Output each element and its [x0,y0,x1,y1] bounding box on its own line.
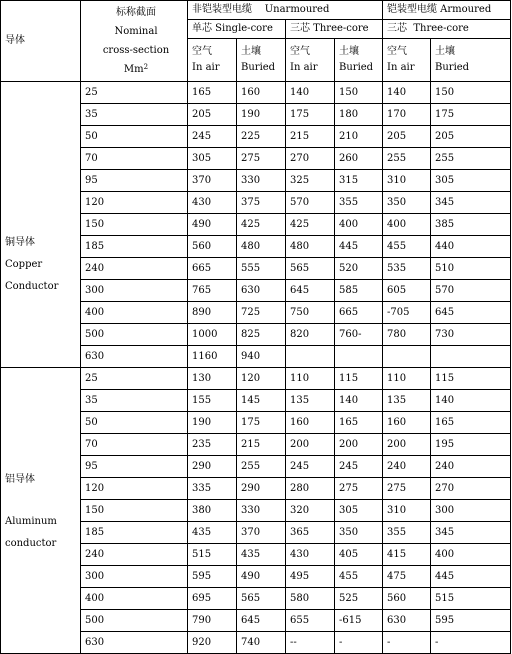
table-cell: 455 [383,236,431,258]
air-en: In air [387,62,415,73]
table-cell: 115 [335,368,383,390]
table-cell: 240 [383,456,431,478]
table-cell: 175 [286,104,335,126]
table-cell: 255 [237,456,286,478]
table-cell: 185 [81,522,188,544]
header-three-core-label: 三芯 Three-core [290,23,369,34]
table-cell: 160 [286,412,335,434]
table-cell: 150 [335,82,383,104]
table-cell: 665 [188,258,237,280]
table-cell: 150 [81,500,188,522]
table-cell: 25 [81,368,188,390]
header-unarmoured-label: 非铠装型电缆 Unarmoured [192,4,330,15]
table-cell: 430 [286,544,335,566]
table-cell: 95 [81,456,188,478]
table-cell: 435 [188,522,237,544]
header-armoured-label: 铠装型电缆 Armoured [387,4,492,15]
table-cell: 245 [335,456,383,478]
table-cell: 190 [188,412,237,434]
nominal-unit-text: Mm [123,64,144,75]
table-cell: 400 [383,214,431,236]
table-cell [431,346,511,368]
table-cell: - [431,632,511,654]
table-cell: 580 [286,588,335,610]
table-cell: 500 [81,610,188,632]
table-cell: 300 [81,566,188,588]
table-cell: 115 [431,368,511,390]
table-cell: 345 [431,192,511,214]
table-cell [335,346,383,368]
table-cell: 555 [237,258,286,280]
buried-en: Buried [241,62,276,73]
header-unarmoured [188,1,383,20]
header-nominal [81,1,188,82]
table-cell: 355 [335,192,383,214]
table-cell: 400 [431,544,511,566]
table-cell: 330 [237,500,286,522]
table-cell: 430 [188,192,237,214]
nominal-unit-sup: 2 [143,63,149,71]
table-cell: 890 [188,302,237,324]
table-cell: 605 [383,280,431,302]
table-cell: 630 [81,346,188,368]
table-cell: 160 [383,412,431,434]
copper-label-line: Copper [5,258,43,270]
table-cell: 305 [188,148,237,170]
table-cell: 780 [383,324,431,346]
table-cell: 205 [188,104,237,126]
table-cell: 165 [188,82,237,104]
table-cell: 375 [237,192,286,214]
table-cell: 145 [237,390,286,412]
copper-group-label [1,82,81,368]
table-cell: 415 [383,544,431,566]
table-cell: 215 [286,126,335,148]
table-cell: 495 [286,566,335,588]
table-cell: 480 [237,236,286,258]
table-cell: 820 [286,324,335,346]
table-cell: 940 [237,346,286,368]
table-cell: 195 [431,434,511,456]
table-cell: 725 [237,302,286,324]
copper-label-line: 铜导体 [5,236,35,248]
header-single-core-label: 单芯 Single-core [192,23,273,34]
table-cell: 140 [431,390,511,412]
air-cn: 空气 [290,46,310,57]
table-cell: 50 [81,412,188,434]
buried-en: Buried [339,62,374,73]
table-cell: 330 [237,170,286,192]
table-cell: -- [286,632,335,654]
table-cell: 370 [188,170,237,192]
table-cell: 25 [81,82,188,104]
buried-cn: 土壤 [435,46,455,57]
table-cell: 730 [431,324,511,346]
table-cell: 120 [81,192,188,214]
table-cell: 560 [383,588,431,610]
table-cell: 165 [431,412,511,434]
table-cell: 120 [81,478,188,500]
table-cell [286,346,335,368]
table-cell: 455 [335,566,383,588]
table-cell: 425 [286,214,335,236]
table-cell: 180 [335,104,383,126]
header-buried-2 [335,39,383,82]
header-conductor [1,1,81,82]
table-cell: 570 [431,280,511,302]
table-cell: 345 [431,522,511,544]
table-cell: 630 [237,280,286,302]
table-cell: 1160 [188,346,237,368]
table-cell: 355 [383,522,431,544]
table-cell: 270 [286,148,335,170]
table-cell: 400 [81,588,188,610]
table-cell: 240 [81,544,188,566]
header-nominal-cn: 标称截面 [116,7,156,18]
table-cell: 350 [383,192,431,214]
table-cell: 290 [188,456,237,478]
table-cell: 140 [383,82,431,104]
header-buried-3 [431,39,511,82]
table-cell: 35 [81,104,188,126]
table-cell: 245 [286,456,335,478]
aluminum-group-label [1,368,81,654]
table-cell: 240 [81,258,188,280]
header-buried-1 [237,39,286,82]
table-cell: 300 [81,280,188,302]
table-cell: 150 [431,82,511,104]
header-air-3 [383,39,431,82]
table-cell: 515 [188,544,237,566]
table-cell: 665 [335,302,383,324]
header-air-2 [286,39,335,82]
table-cell: 200 [286,434,335,456]
table-cell: 595 [188,566,237,588]
buried-cn: 土壤 [241,46,261,57]
table-cell: 500 [81,324,188,346]
table-cell: 130 [188,368,237,390]
table-cell: 400 [81,302,188,324]
table-cell: 695 [188,588,237,610]
table-cell: 825 [237,324,286,346]
table-cell: 370 [237,522,286,544]
table-cell: 165 [335,412,383,434]
table-cell: 150 [81,214,188,236]
table-cell: 235 [188,434,237,456]
table-cell: 350 [335,522,383,544]
table-cell: 275 [383,478,431,500]
table-cell: 490 [188,214,237,236]
table-cell: 70 [81,148,188,170]
table-cell: 335 [188,478,237,500]
table-cell: 200 [383,434,431,456]
table-cell: 275 [335,478,383,500]
table-cell: 740 [237,632,286,654]
air-cn: 空气 [192,46,212,57]
table-cell: 445 [431,566,511,588]
table-cell: - [383,632,431,654]
table-cell: 585 [335,280,383,302]
table-cell: 440 [431,236,511,258]
table-cell: 205 [431,126,511,148]
header-nominal-unit [85,60,187,79]
table-cell: 655 [286,610,335,632]
header-three-core-armoured [383,20,511,39]
table-cell: 110 [383,368,431,390]
table-cell [383,346,431,368]
table-cell: 205 [383,126,431,148]
table-cell: 630 [81,632,188,654]
aluminum-label-line: conductor [5,537,57,549]
header-nominal-en1: Nominal [114,26,158,37]
table-cell: 305 [335,500,383,522]
table-cell: 175 [237,412,286,434]
table-cell: 310 [383,170,431,192]
table-cell: 305 [431,170,511,192]
table-cell: 95 [81,170,188,192]
table-cell: 310 [383,500,431,522]
table-cell: 140 [286,82,335,104]
table-cell: 275 [237,148,286,170]
air-en: In air [192,62,220,73]
table-cell: 435 [237,544,286,566]
table-cell: 35 [81,390,188,412]
table-cell: -615 [335,610,383,632]
table-cell: 920 [188,632,237,654]
table-cell: 245 [188,126,237,148]
table-cell: 120 [237,368,286,390]
table-cell: 110 [286,368,335,390]
table-cell: 750 [286,302,335,324]
table-cell: 290 [237,478,286,500]
table-cell: 565 [286,258,335,280]
table-cell: 300 [431,500,511,522]
table-row [1,82,511,104]
header-single-core [188,20,286,39]
table-cell: 1000 [188,324,237,346]
table-cell: 320 [286,500,335,522]
table-cell: 70 [81,434,188,456]
table-cell: 240 [431,456,511,478]
header-three-core-armoured-label: 三芯 Three-core [387,23,469,34]
table-cell: 200 [335,434,383,456]
header-conductor-label: 导体 [5,35,25,46]
table-cell: 480 [286,236,335,258]
table-cell: 380 [188,500,237,522]
table-cell: 405 [335,544,383,566]
table-cell: 535 [383,258,431,280]
table-cell: 520 [335,258,383,280]
header-armoured [383,1,511,20]
table-cell: 490 [237,566,286,588]
table-cell: 645 [431,302,511,324]
table-cell: 160 [237,82,286,104]
buried-en: Buried [435,62,470,73]
table-cell: 170 [383,104,431,126]
table-cell: 175 [431,104,511,126]
table-cell: 50 [81,126,188,148]
table-cell: 515 [431,588,511,610]
table-cell: 325 [286,170,335,192]
table-cell: 790 [188,610,237,632]
table-cell: 365 [286,522,335,544]
table-cell: 510 [431,258,511,280]
header-air-1 [188,39,237,82]
aluminum-label-line: 铝导体 [5,473,35,485]
table-cell: 225 [237,126,286,148]
table-cell: 565 [237,588,286,610]
table-cell: 645 [286,280,335,302]
table-cell: 255 [383,148,431,170]
table-cell: 280 [286,478,335,500]
table-cell: 315 [335,170,383,192]
table-cell: 595 [431,610,511,632]
table-cell: 630 [383,610,431,632]
table-cell: 445 [335,236,383,258]
table-cell: 260 [335,148,383,170]
table-cell: 525 [335,588,383,610]
table-row [1,368,511,390]
table-cell: 255 [431,148,511,170]
table-cell: 645 [237,610,286,632]
table-cell: -705 [383,302,431,324]
air-en: In air [290,62,318,73]
table-cell: 140 [335,390,383,412]
table-cell: 190 [237,104,286,126]
table-cell: 560 [188,236,237,258]
table-cell: 760- [335,324,383,346]
table-cell: 765 [188,280,237,302]
copper-label-line: Conductor [5,280,59,292]
table-cell: 135 [286,390,335,412]
table-cell: - [335,632,383,654]
air-cn: 空气 [387,46,407,57]
table-cell: 215 [237,434,286,456]
header-three-core [286,20,383,39]
table-cell: 385 [431,214,511,236]
aluminum-label-line: Aluminum [5,515,57,527]
table-cell: 135 [383,390,431,412]
table-cell: 400 [335,214,383,236]
table-cell: 185 [81,236,188,258]
table-cell: 270 [431,478,511,500]
table-cell: 155 [188,390,237,412]
header-nominal-en2: cross-section [102,45,170,56]
buried-cn: 土壤 [339,46,359,57]
table-cell: 425 [237,214,286,236]
table-cell: 570 [286,192,335,214]
table-cell: 475 [383,566,431,588]
table-cell: 210 [335,126,383,148]
